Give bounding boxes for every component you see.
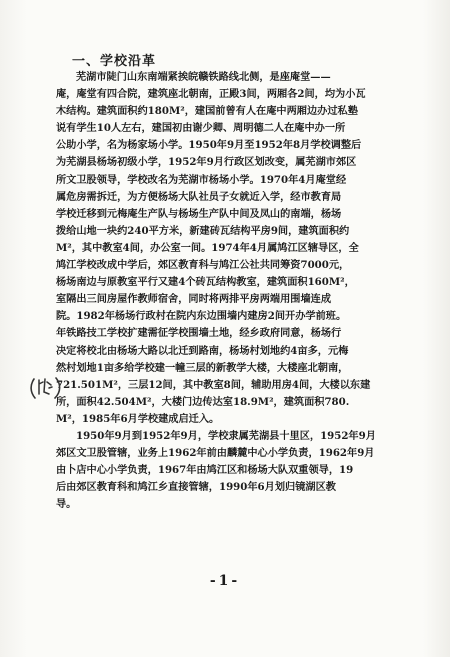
paragraph xyxy=(56,428,450,513)
text-line: 决定将校北由杨场大路以北迁到路南，杨场村划地约4亩多，元梅 xyxy=(56,344,349,357)
text-line: 为芜湖县杨场初级小学，1952年9月行政区划改变，属芜湖市郊区 xyxy=(56,156,357,169)
section-heading: 一、学校沿革 xyxy=(72,54,157,69)
text-line: 院。1982年杨场行政村在院内东边围墙内建房2间开办学前班。 xyxy=(56,310,347,323)
text-line: 公助小学，名为杨家场小学。1950年9月至1952年8月学校调整后 xyxy=(56,139,362,152)
text-line: M²，其中教室4间，办公室一间。1974年4月属鸠江区辖导区，全 xyxy=(56,241,359,254)
text-line: 芜湖市陡门山东南端紧挨皖赣铁路线北侧，是座庵堂—— xyxy=(76,71,331,83)
text-line: 由卜店中心小学负责，1967年由鸠江区和杨场大队双重领导，19 xyxy=(56,464,354,477)
text-line: 说有学生10人左右，建国初由谢少卿、周明德二人在庵中办一所 xyxy=(56,122,346,135)
text-line: 后由郊区教育科和鸠江乡直接管辖，1990年6月划归镜湖区教 xyxy=(56,481,336,494)
text-line: 杨场南边与原教室平行又建4个砖瓦结构教室，建筑面积160M²， xyxy=(56,276,355,289)
text-line: 然村划地1亩多给学校建一幢三层的新教学大楼，大楼座北朝南， xyxy=(56,361,349,374)
text-line: 学校迁移到元梅庵生产队与杨场生产队中间及凤山的南端，杨场 xyxy=(56,207,342,220)
text-line: 鸠江学校改成中学后，郊区教育科与鸠江公社共同筹资7000元， xyxy=(56,259,350,272)
paragraph xyxy=(56,69,450,428)
text-line: 年铁路技工学校扩建需征学校围墙土地，经乡政府同意，杨场行 xyxy=(56,327,342,340)
text-line: 木结构。建筑面积约180M²，建国前曾有人在庵中两厢边办过私塾 xyxy=(56,105,358,118)
text-line: 1950年9月到1952年9月，学校隶属芜湖县十里区，1952年9月 xyxy=(76,429,376,442)
text-line: 所，面积42.504M²，大楼门边传达室18.9M²，建筑面积780. xyxy=(56,395,350,408)
text-line: 拨给山地一块约240平方米，新建砖瓦结构平房9间，建筑面积约 xyxy=(56,224,350,237)
text-line: 庵，庵堂有四合院，建筑座北朝南，正殿3间，两厢各2间，均为小瓦 xyxy=(56,88,366,101)
text-line: 室隔出三间房屋作教师宿舍，同时将两排平房两端用围墙连成 xyxy=(56,293,332,306)
text-line: 721.501M²，三层12间，其中教室8间，辅助用房4间，大楼以东建 xyxy=(56,378,371,391)
text-line: 所文卫股领导，学校改名为芜湖市杨场小学。1970年4月庵堂经 xyxy=(56,173,347,186)
text-line: 导。 xyxy=(56,498,77,511)
text-line: M²，1985年6月学校建成启迁入。 xyxy=(56,412,220,425)
handwritten-margin-mark xyxy=(28,370,62,404)
text-line: 郊区文卫股管辖，业务上1962年前由麟麓中心小学负责，1962年9月 xyxy=(56,447,375,460)
body-text xyxy=(56,69,450,513)
text-line: 属危房需拆迁，为方便杨场大队社员子女就近入学，经市教育局 xyxy=(56,190,342,203)
page-number: -1- xyxy=(209,573,241,589)
